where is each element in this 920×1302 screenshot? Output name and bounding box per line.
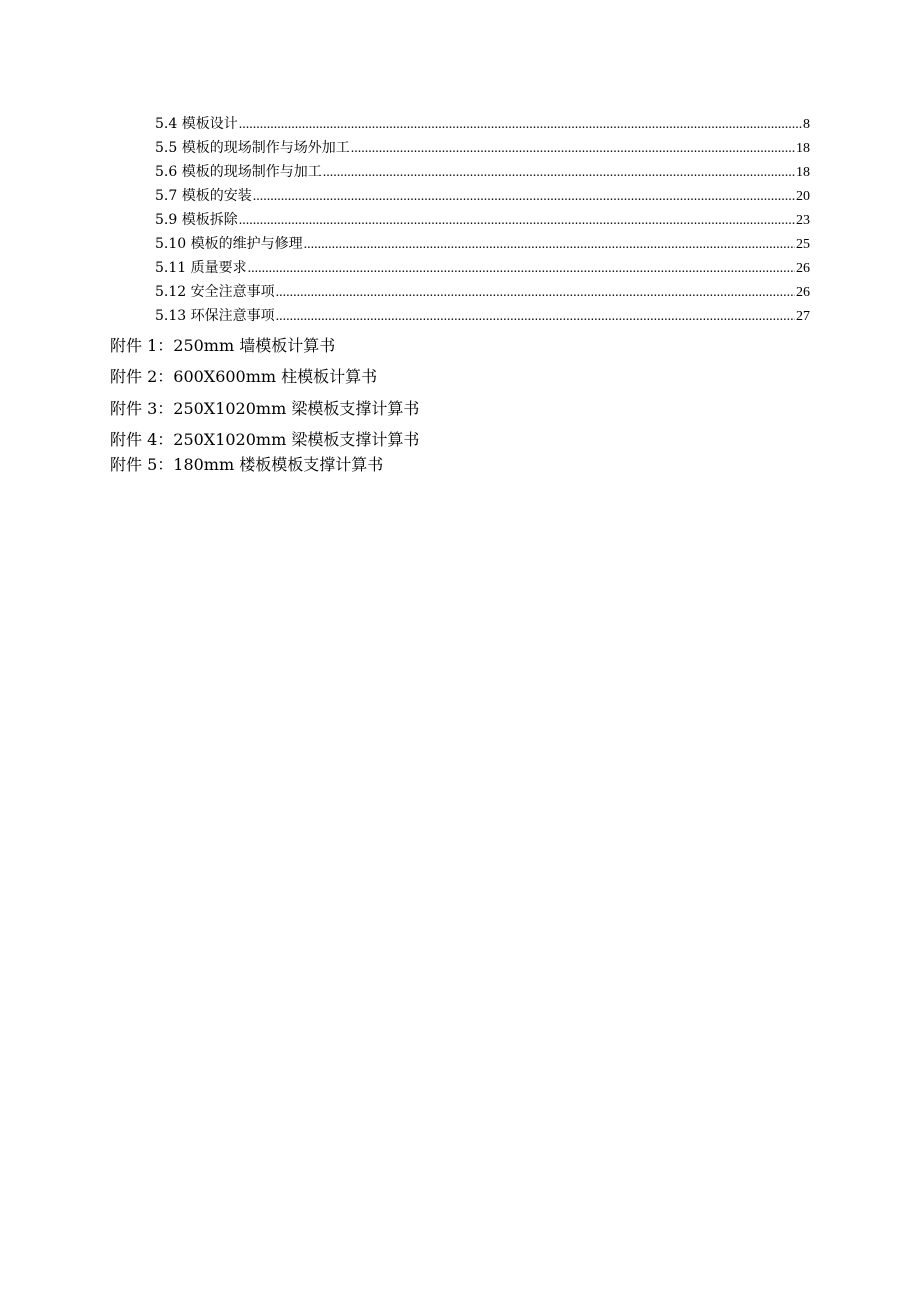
toc-entry-title: 5.11 质量要求	[155, 260, 247, 276]
toc-entry[interactable]	[155, 136, 810, 160]
toc-entry-page: 25	[796, 237, 810, 252]
toc-entry-title: 5.10 模板的维护与修理	[155, 236, 303, 252]
toc-entry-title: 5.12 安全注意事项	[155, 284, 275, 300]
toc-dot-leader	[248, 257, 795, 281]
toc-entry-title: 5.5 模板的现场制作与场外加工	[155, 140, 350, 156]
toc-entry-title: 5.9 模板拆除	[155, 212, 238, 228]
appendix-item[interactable]: 附件 3：250X1020mm 梁模板支撑计算书	[110, 399, 420, 418]
toc-entry[interactable]	[155, 256, 810, 280]
toc-entry[interactable]	[155, 160, 810, 184]
toc-entry[interactable]	[155, 184, 810, 208]
toc-entry-title: 5.13 环保注意事项	[155, 308, 275, 324]
toc-entry-page: 26	[796, 285, 810, 300]
toc-entry-page: 8	[803, 117, 810, 132]
toc-entry[interactable]	[155, 112, 810, 136]
toc-entry-page: 23	[796, 213, 810, 228]
appendix-item[interactable]: 附件 5：180mm 楼板模板支撑计算书	[110, 455, 384, 474]
toc-entry-page: 27	[796, 309, 810, 324]
toc-entry-page: 18	[796, 165, 810, 180]
toc-dot-leader	[276, 281, 795, 305]
toc-dot-leader	[304, 233, 795, 257]
toc-entry-page: 18	[796, 141, 810, 156]
toc-entry-page: 26	[796, 261, 810, 276]
toc-entry-page: 20	[796, 189, 810, 204]
toc-dot-leader	[239, 209, 795, 233]
toc-dot-leader	[323, 161, 795, 185]
toc-entry-title: 5.6 模板的现场制作与加工	[155, 164, 322, 180]
appendix-item[interactable]: 附件 4：250X1020mm 梁模板支撑计算书	[110, 430, 420, 449]
toc-entry[interactable]	[155, 232, 810, 256]
toc-entry[interactable]	[155, 280, 810, 304]
toc-entry[interactable]	[155, 208, 810, 232]
toc-dot-leader	[239, 113, 802, 137]
toc-entry[interactable]	[155, 304, 810, 328]
toc-entry-title: 5.4 模板设计	[155, 116, 238, 132]
toc-dot-leader	[276, 305, 795, 329]
appendix-item[interactable]: 附件 1：250mm 墙模板计算书	[110, 336, 336, 355]
toc-entry-title: 5.7 模板的安装	[155, 188, 252, 204]
appendix-item[interactable]: 附件 2：600X600mm 柱模板计算书	[110, 367, 378, 386]
table-of-contents	[155, 112, 810, 328]
toc-dot-leader	[351, 137, 795, 161]
toc-dot-leader	[253, 185, 795, 209]
